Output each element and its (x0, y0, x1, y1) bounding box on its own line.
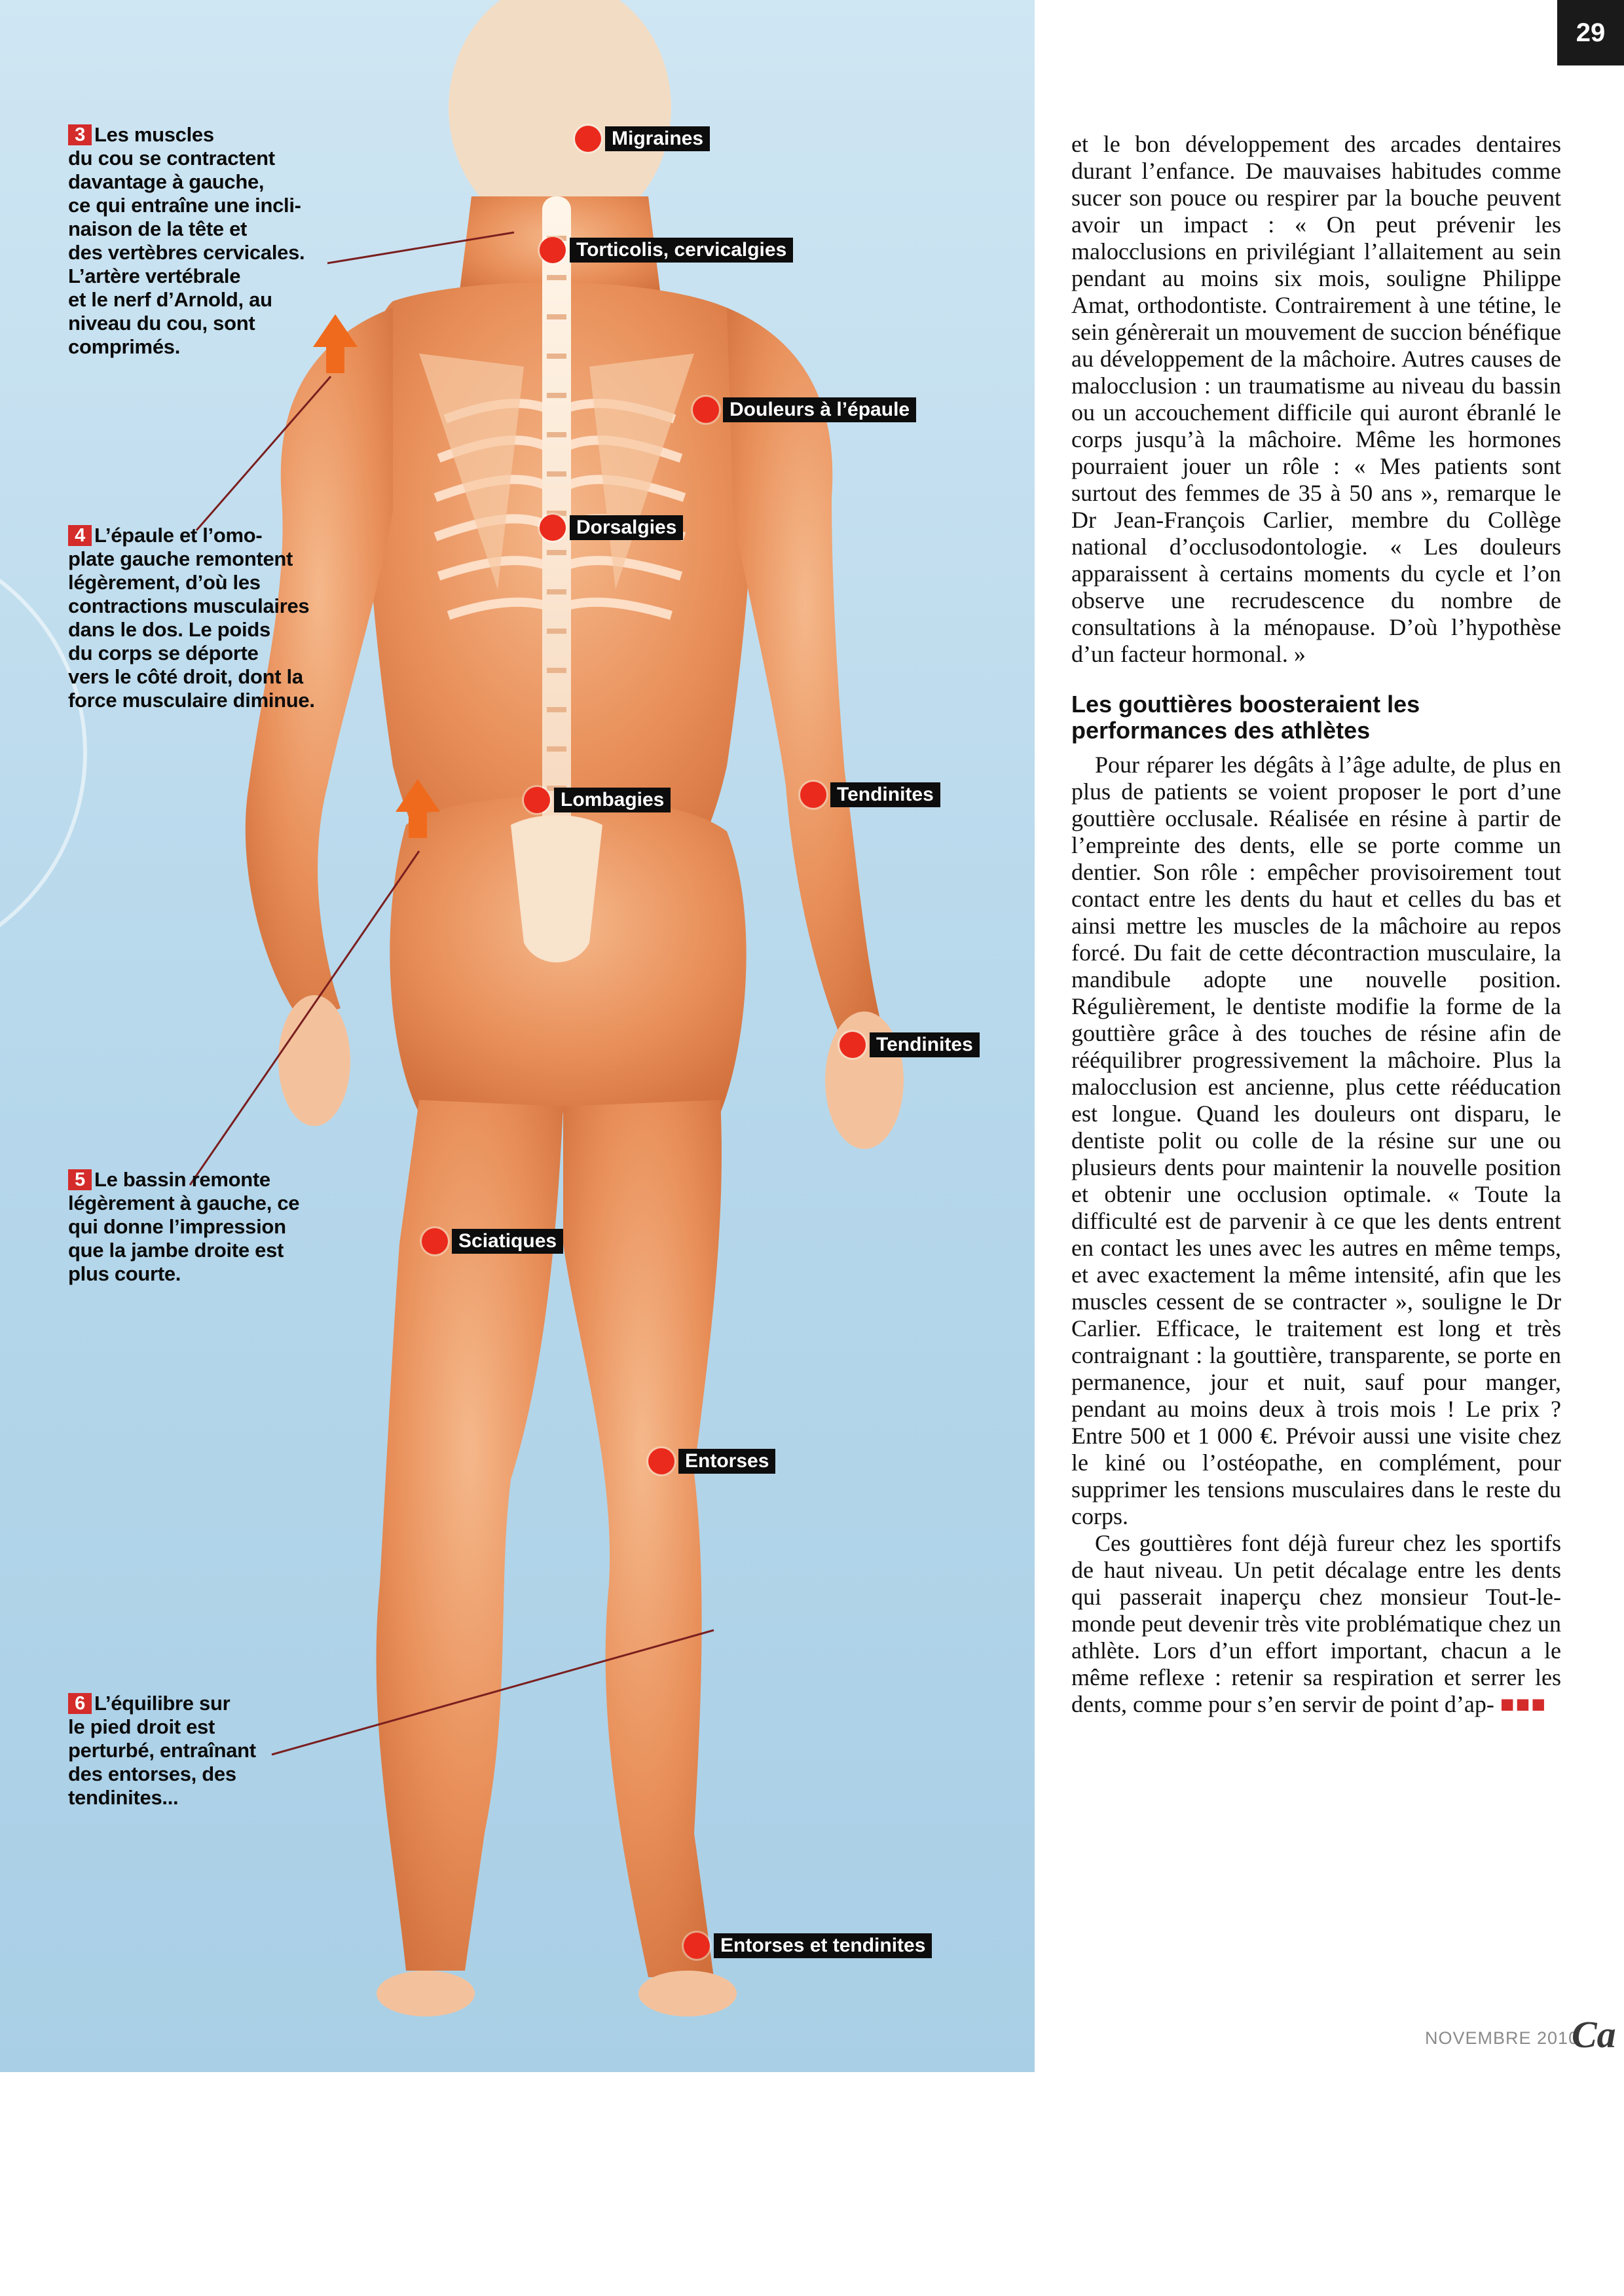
callout-label: Sciatiques (452, 1229, 563, 1254)
issue-date: NOVEMBRE 2010 (1425, 2028, 1579, 2048)
callout-tendinites-wrist (840, 1032, 980, 1058)
article-paragraph (1071, 1530, 1561, 1718)
right-leg (563, 1100, 722, 1977)
article-paragraph: et le bon développement des arcades dentaires durant l’enfance. De mauvaises habitudes comme sucer son pouce ou respirer par la bouche peuvent avoir un impact : « On peut prévenir les malocclusions en privilégiant l’allaitement au sein pendant au moins six mois, souligne Philippe Amat, orthodontiste. Contrairement à une tétine, le sein génèrerait un mouvement de succion bénéfique au développement de la mâchoire. Autres causes de malocclusion : un traumatisme au niveau du bassin ou un accouchement difficile qui auront ébranlé le corps jusqu’à la mâchoire. Même les hormones pourraient jouer un rôle : « Mes patients sont surtout des femmes de 35 à 50 ans », remarque le Dr Jean-François Carlier, membre du Collège national d’occlusodontologie. « Les douleurs apparaissent à certains moments du cycle et l’on observe une recrudescence du nombre de consultations à la ménopause. D’où l’hypothèse d’un facteur hormonal. » (1071, 131, 1561, 667)
annotation-text: L’équilibre sur le pied droit est perturbé, entraînant des entorses, des tendinites... (68, 1692, 256, 1809)
pain-point-icon (648, 1448, 674, 1474)
callout-dorsalgies (540, 515, 683, 541)
pain-point-icon (540, 237, 566, 263)
callout-label: Lombagies (554, 788, 671, 812)
callout-entorses (648, 1448, 775, 1474)
annotation-4 (68, 524, 330, 712)
callout-label: Douleurs à l’épaule (723, 397, 916, 422)
left-foot (377, 1971, 475, 2016)
callout-torticolis (540, 237, 793, 263)
callout-entorses-tendinites (684, 1933, 932, 1959)
pain-point-icon (540, 515, 566, 541)
pain-point-icon (693, 397, 719, 423)
pain-point-icon (840, 1032, 866, 1058)
article-paragraph-text: Ces gouttières font déjà fureur chez les sportifs de haut niveau. Un petit décalage entre les dents qui passerait inaperçu chez monsieur Tout-le-monde peut devenir très vite problématique chez un athlète. Lors d’un effort important, chacun a le même reflexe : retenir sa respiration et serrer les dents, comme pour s’en servir de point d’ap- (1071, 1530, 1561, 1717)
vertebrae (547, 236, 566, 791)
end-mark: ■■■ (1500, 1691, 1547, 1717)
callout-label: Tendinites (830, 782, 940, 807)
callout-lombagies (524, 787, 671, 813)
sacrum (511, 815, 602, 962)
page-number: 29 (1557, 0, 1624, 65)
article-paragraph: Pour réparer les dégâts à l’âge adulte, de plus en plus de patients se voient proposer le port d’une gouttière occlusale. Réalisée en résine à partir de l’empreinte des dents, elle se porte comme un dentier. Son rôle : empêcher provisoirement tout contact entre les dents du haut et celles du bas et ainsi mettre les muscles de la mâchoire au repos forcé. Du fait de cette décontraction musculaire, la mandibule adopte une nouvelle position. Régulièrement, le dentiste modifie la forme de la gouttière grâce à des touches de résine afin de rééquilibrer progressivement la mâchoire. Plus la malocclusion est ancienne, plus cette rééducation est longue. Quand les douleurs ont disparu, le dentiste polit ou colle de la résine sur une ou plusieurs dents pour maintenir la nouvelle position et obtenir une occlusion optimale. « Toute la difficulté est de parvenir à ce que les dents entrent en contact les unes avec les autres en même temps, et avec exactement la même intensité, afin que les muscles cessent de se contracter », souligne le Dr Carlier. Efficace, le traitement est long et très contraignant : la gouttière, transparente, se porte en permanence, jour et nuit, sauf pour manger, pendant au moins deux à trois mois ! Le prix ? Entre 500 et 1 000 €. Prévoir aussi une visite chez le kiné ou l’ostéopathe, en complément, pour supprimer les tensions musculaires dans le reste du corps. (1071, 752, 1561, 1529)
callout-label: Entorses (678, 1449, 775, 1474)
pain-point-icon (422, 1228, 448, 1254)
callout-label: Entorses et tendinites (714, 1933, 932, 1958)
annotation-text: Le bassin remonte légèrement à gauche, ce qui donne l’impression que la jambe droite est plus courte. (68, 1168, 300, 1285)
article-column (1071, 131, 1561, 1718)
callout-tendinites-elbow (800, 782, 940, 808)
annotation-text: L’épaule et l’omo- plate gauche remontent légèrement, d’où les contractions musculaires dans le dos. Le poids du corps se déporte vers le côté droit, dont la force musculaire diminue. (68, 524, 315, 712)
annotation-number: 6 (68, 1693, 92, 1714)
pain-point-icon (524, 787, 550, 813)
callout-label: Migraines (605, 126, 710, 151)
section-heading: Les gouttières boosteraient les performances des athlètes (1071, 691, 1420, 744)
callout-sciatiques (422, 1228, 563, 1254)
right-foot (638, 1971, 737, 2016)
pain-point-icon (800, 782, 826, 808)
annotation-number: 5 (68, 1169, 92, 1190)
annotation-5 (68, 1168, 330, 1286)
callout-epaule (693, 397, 916, 423)
annotation-number: 4 (68, 525, 92, 546)
annotation-text: Les muscles du cou se contractent davantage à gauche, ce qui entraîne une incli- naison de la tête et des vertèbres cervicales. L’artère vertébrale et le nerf d’Arnold, au niveau du cou, sont comprimés. (68, 123, 305, 358)
left-hand (278, 995, 350, 1126)
annotation-6 (68, 1692, 304, 1810)
callout-label: Torticolis, cervicalgies (570, 238, 793, 263)
callout-label: Tendinites (870, 1032, 980, 1057)
pain-point-icon (684, 1933, 710, 1959)
annotation-3 (68, 123, 343, 359)
annotation-number: 3 (68, 124, 92, 145)
callout-label: Dorsalgies (570, 515, 683, 540)
magazine-logo: Ca (1572, 2013, 1616, 2056)
pain-point-icon (575, 126, 601, 152)
callout-migraines (575, 126, 710, 152)
